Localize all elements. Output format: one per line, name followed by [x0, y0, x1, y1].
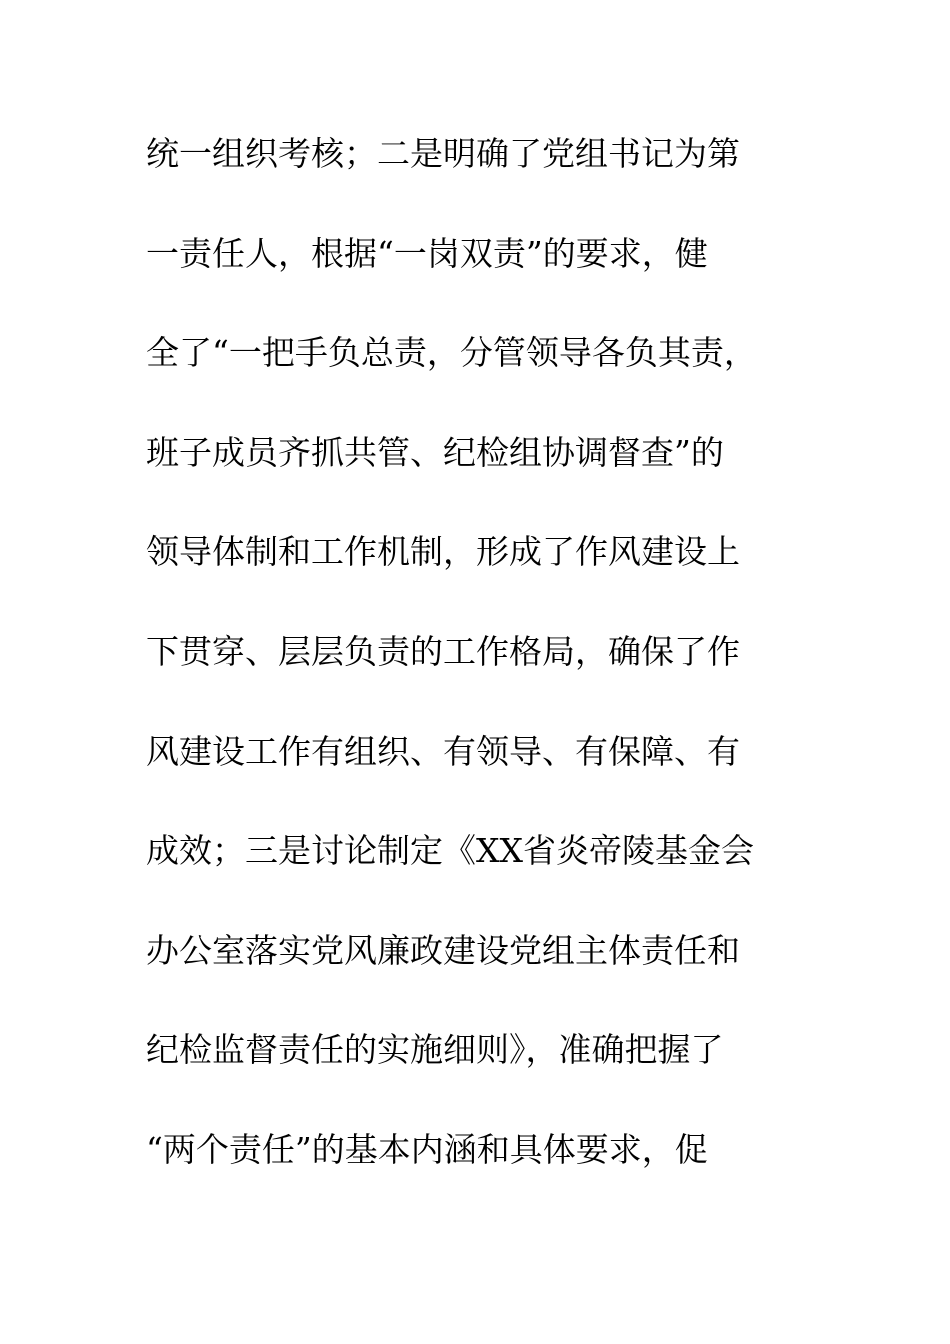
body-text — [146, 127, 806, 1223]
text-line: 风建设工作有组织、有领导、有保障、有 — [146, 731, 740, 771]
text-line: 下贯穿、层层负责的工作格局，确保了作 — [146, 631, 740, 671]
text-line: 纪检监督责任的实施细则》，准确把握了 — [146, 1030, 724, 1070]
text-line: 全了“一把手负总责，分管领导各负其责， — [146, 333, 757, 373]
text-line: 一责任人，根据“一岗双责”的要求，健 — [146, 233, 708, 273]
text-line: 领导体制和工作机制，形成了作风建设上 — [146, 532, 740, 572]
text-line: 班子成员齐抓共管、纪检组协调督查”的 — [146, 432, 724, 472]
text-line: 成效；三是讨论制定《XX省炎帝陵基金会 — [146, 831, 754, 871]
text-line: 办公室落实党风廉政建设党组主体责任和 — [146, 930, 740, 970]
text-line: “两个责任”的基本内涵和具体要求，促 — [146, 1129, 708, 1169]
text-line: 统一组织考核；二是明确了党组书记为第 — [146, 134, 740, 173]
